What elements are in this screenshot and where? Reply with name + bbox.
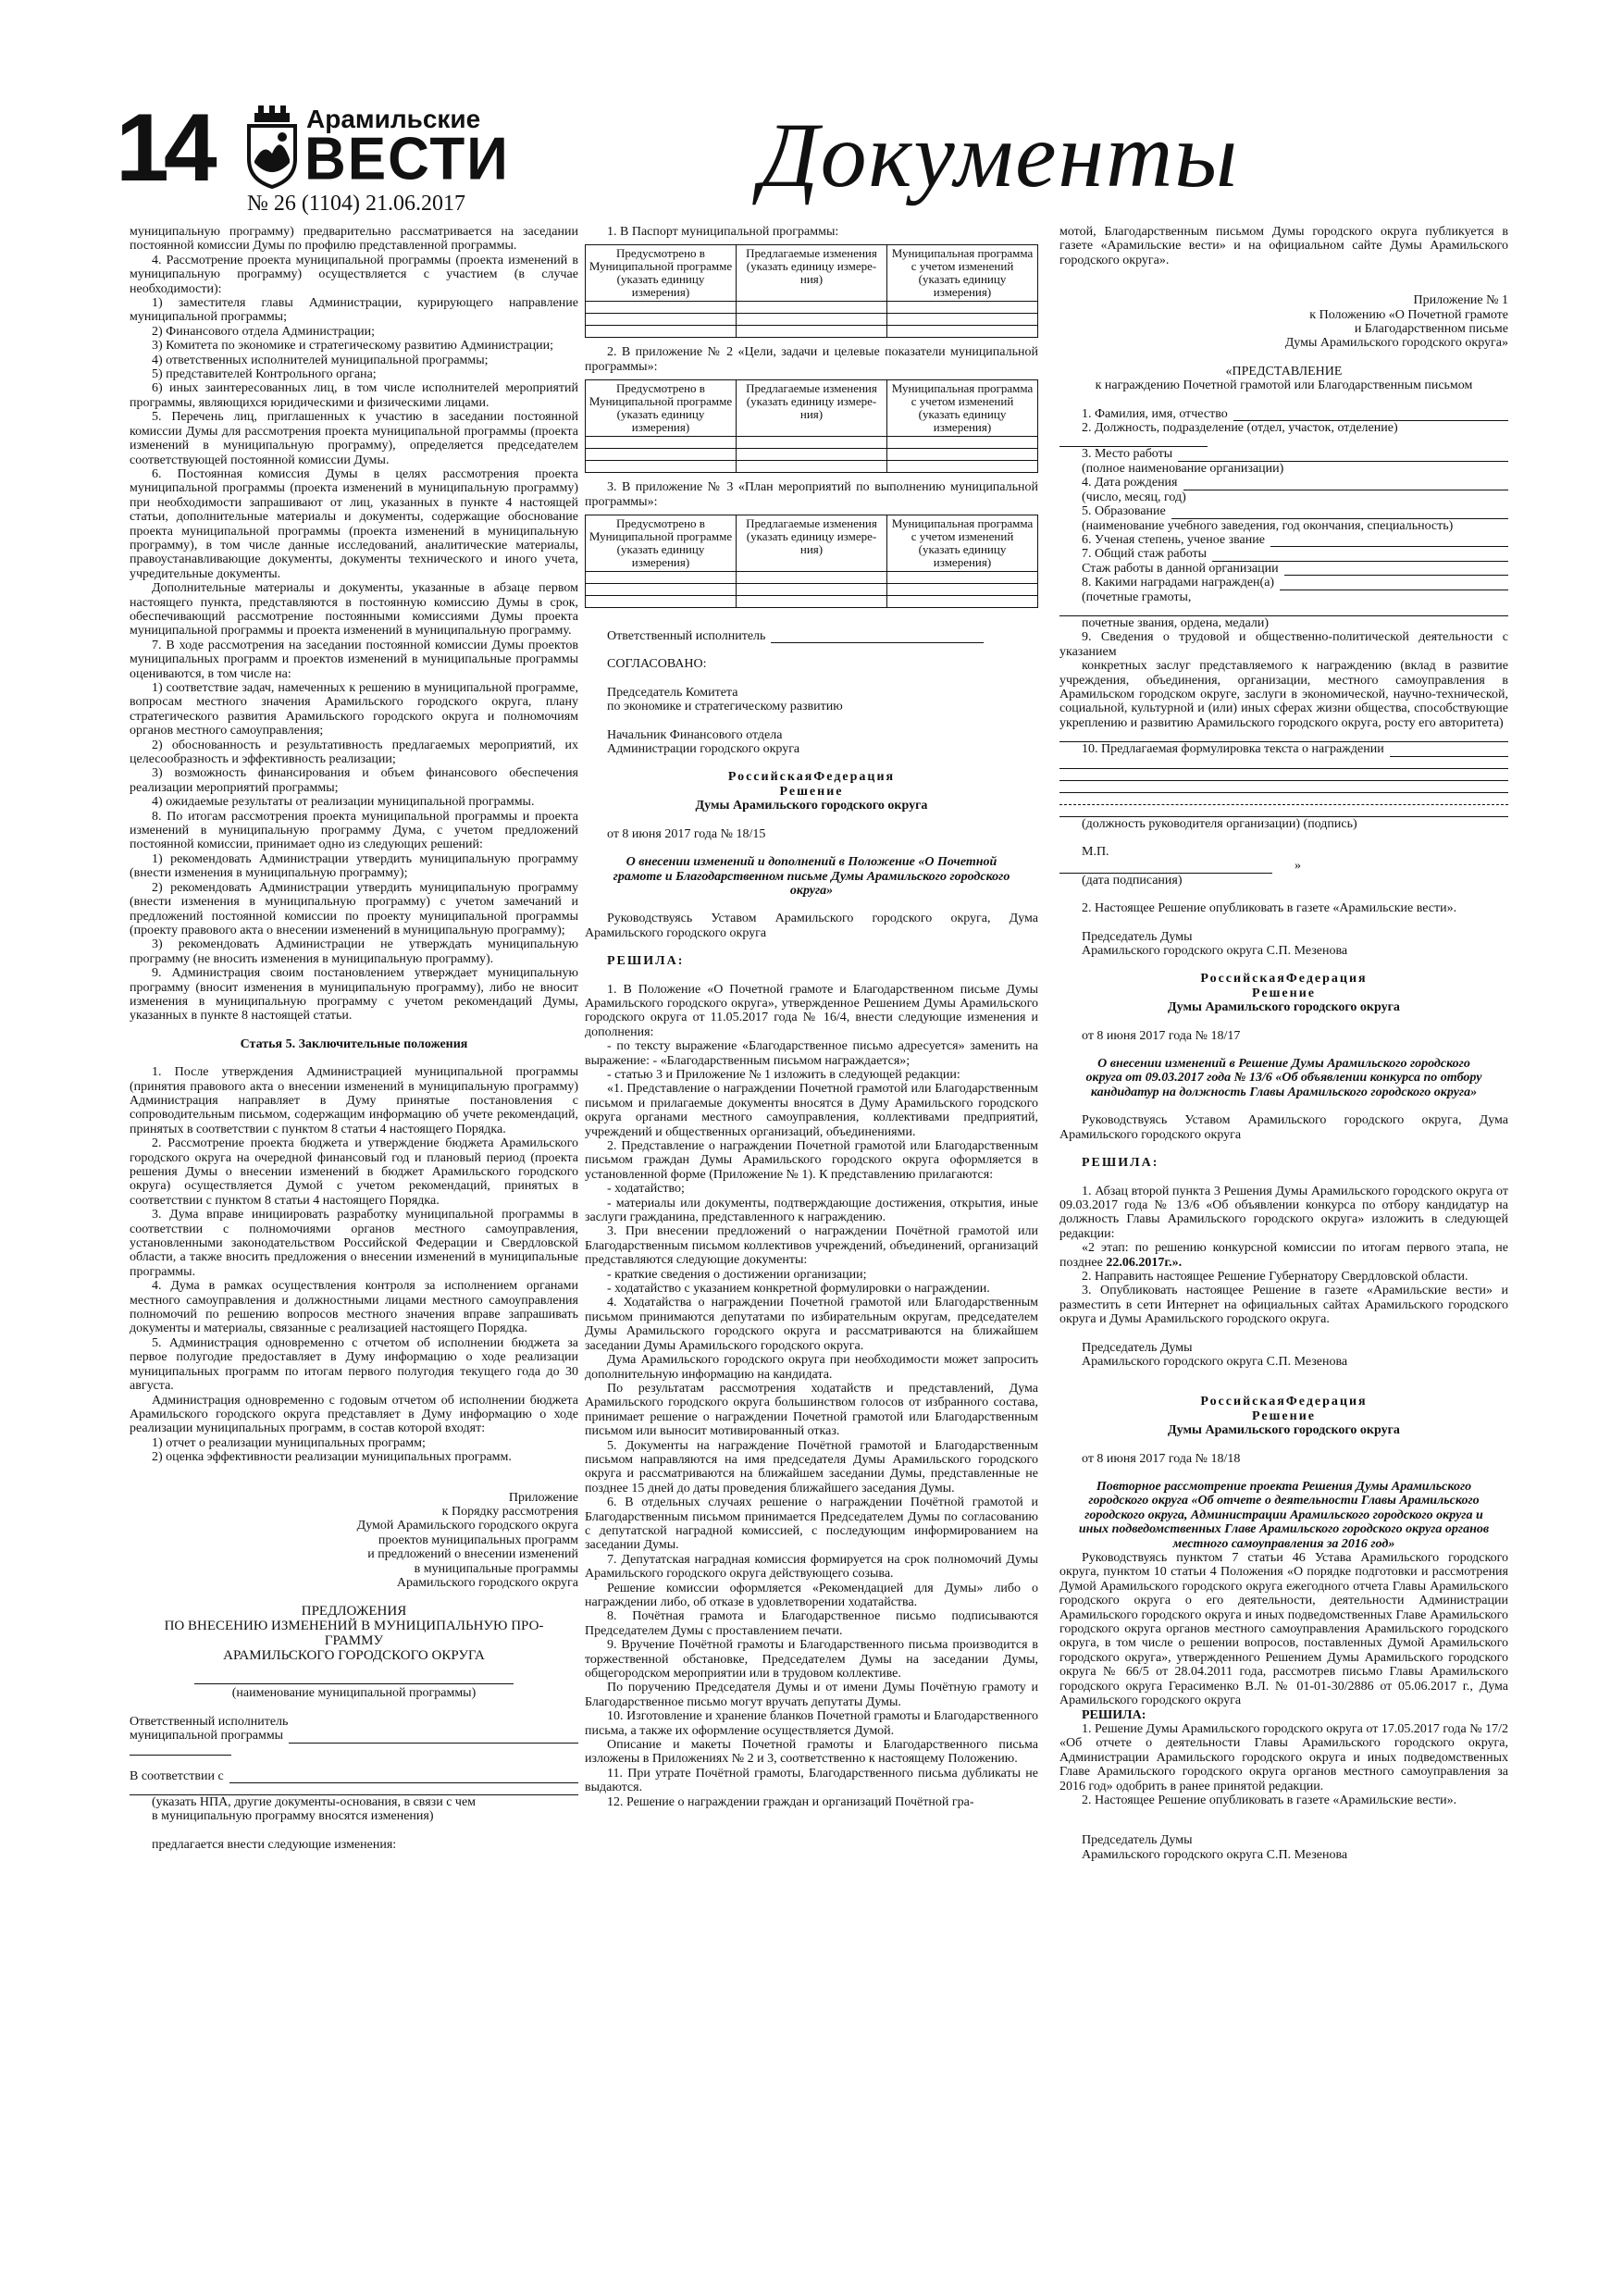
- decision-header: РоссийскаяФедерация: [1200, 972, 1368, 987]
- resolved-label: РЕШИЛА:: [1082, 1707, 1146, 1722]
- table-caption: 2. В приложение № 2 «Цели, задачи и целевые показатели муниципальной программы»:: [585, 345, 1038, 374]
- caption: (почетные грамоты,: [1082, 590, 1192, 604]
- paragraph: Дополнительные материалы и документы, указанные в абзаце первом настоящего пункта, представляются в постоянную комиссию Думы в срок, обеспечивающий рассмотрение постоянными комиссиями Думы проекта муниципальной программы и проекта изменений в муниципальную программу.: [130, 581, 578, 639]
- resolved-label: РЕШИЛА:: [607, 954, 685, 969]
- paragraph: 3. Опубликовать настоящее Решение в газете «Арамильские вести» и разместить в сети Интернет на официальных сайтах Арамильского городского округа и Думы Арамильского городского округа.: [1059, 1284, 1508, 1327]
- paragraph: 9. Администрация своим постановлением утверждает муниципальную программу (вносит изменения в муниципальную программу), либо не вносит изменения в муниципальную программу с учетом рекомендаций Думы, указанных в пункте 8 настоящей статьи.: [130, 966, 578, 1024]
- decision-issuer: Думы Арамильского городского округа: [1168, 1423, 1400, 1438]
- form-row: [1059, 533, 1508, 547]
- proposal-title-line: АРАМИЛЬСКОГО ГОРОДСКОГО ОКРУГА: [223, 1648, 485, 1664]
- preamble: Руководствуясь пунктом 7 статьи 46 Устава Арамильского городского округа, пунктом 10 статьи 4 Положения «О порядке подготовки и рассмотрения Думой Арамильского городского округа ежегодного отчета Главы Арамильского городского округа о его деятельности, деятельности Администрации Арамильского городского округа и иных подведомственных Главе Арамильского городского округа органов местного самоуправления Арамильского городского округа, в том числе о решении вопросов, поставленных Думой Арамильского городского округа», утвержденного Решением Думы Арамильского городского округа № 66/5 от 28.04.2011 года, рассмотрев письмо Главы Арамильского городского округа Герасименко В.Л. № 01-01-30/2886 от 05.06.2017 г., Дума Арамильского городского округа: [1059, 1551, 1508, 1708]
- paragraph: 1) соответствие задач, намеченных к решению в муниципальной программе, вопросам местного значения Арамильского городского округа, плану стратегического развития Арамильского городского округа и полномочиям органов местного самоуправления;: [130, 681, 578, 738]
- paragraph: 2) оценка эффективности реализации муниципальных программ.: [152, 1450, 512, 1465]
- paragraph: 2. Представление о награждении Почетной грамотой или Благодарственным письмом граждан Думы Арамильского городского округа оформляется в установленной форме (Приложение № 1). К представлению прилагаются:: [585, 1139, 1038, 1182]
- form-row: [1059, 476, 1508, 490]
- paragraph: 7. В ходе рассмотрения на заседании постоянной комиссии Думы проектов муниципальных программ и проектов изменений в муниципальные программы оцениваются, в том числе на:: [130, 638, 578, 681]
- table-header: Предлагаемые изменения (указать единицу измере-ния): [737, 245, 887, 302]
- paragraph: 1. После утверждения Администрацией муниципальной программы (принятия правового акта о внесении изменений в муниципальную программу) Администрация направляет в Думу принятые постановления с сопроводительным письмом, содержащим информацию об учете рекомендаций, принятых в соответствии с пунктом 8 статьи 4 настоящего Порядка.: [130, 1065, 578, 1136]
- paragraph: 5. Документы на награждение Почётной грамотой и Благодарственным письмом направляются на имя председателя Думы Арамильского городского округа и рассматриваются на ближайшем заседании Думы, представленные не позднее 15 дней до даты проведения ближайшего заседания Думы.: [585, 1438, 1038, 1496]
- paragraph: По поручению Председателя Думы и от имени Думы Почётную грамоту и Благодарственное письмо могут вручать депутаты Думы.: [585, 1681, 1038, 1709]
- form-label: 8. Какими наградами награжден(а): [1082, 576, 1275, 590]
- appendix-line: Думы Арамильского городского округа»: [1284, 336, 1508, 351]
- form-row: [1059, 447, 1508, 461]
- paragraph: 2. Рассмотрение проекта бюджета и утверждение бюджета Арамильского городского округа на очередной финансовый год и плановый период (проекта решения Думы о внесении изменений в бюджет Арамильского городского округа) осуществляется Думой с учетом рекомендаций, принятых в соответствии с пунктом 8 статьи 4 настоящего Порядка.: [130, 1136, 578, 1208]
- form-row: [1059, 576, 1508, 590]
- paragraph: - краткие сведения о достижении организации;: [607, 1267, 867, 1282]
- form-row: [1059, 742, 1508, 756]
- form-label: 10. Предлагаемая формулировка текста о награждении: [1082, 742, 1384, 757]
- paragraph: 7. Депутатская наградная комиссия формируется на срок полномочий Думы Арамильского городского округа действующего созыва.: [585, 1552, 1038, 1582]
- form-row: [1059, 562, 1508, 576]
- paragraph: 1. В Положение «О Почетной грамоте и Благодарственном письме Думы Арамильского городского округа», утвержденное Решением Думы Арамильского городского округа от 11.05.2017 года № 16/4, внести следующие изменения и дополнения:: [585, 982, 1038, 1039]
- decision-date: от 8 июня 2017 года № 18/18: [1082, 1451, 1241, 1466]
- issue-number: № 26 (1104) 21.06.2017: [247, 192, 465, 216]
- signatory: Председатель Думы: [1082, 1833, 1193, 1848]
- form-label: 1. Фамилия, имя, отчество: [1082, 406, 1228, 421]
- paragraph: 5. Администрация одновременно с отчетом об исполнении бюджета за первое полугодие предоставляет в Думу информацию о ходе реализации муниципальных программ по итогам первого полугодия текущего года до 30 августа.: [130, 1335, 578, 1394]
- page-number: 14: [116, 94, 212, 202]
- preamble: Руководствуясь Уставом Арамильского городского округа, Дума Арамильского городского округа: [1059, 1113, 1508, 1142]
- appendix-line: проектов муниципальных программ: [378, 1533, 578, 1547]
- paragraph: 12. Решение о награждении граждан и организаций Почётной гра-: [607, 1794, 974, 1809]
- paragraph: 2. Настоящее Решение опубликовать в газете «Арамильские вести».: [1082, 901, 1457, 916]
- paper-name-top: Арамильские: [306, 105, 481, 133]
- appendix-line: и Благодарственном письме: [1354, 322, 1508, 337]
- quote-text: «2 этап: по решению конкурсной комиссии по итогам первого этапа, не позднее: [1059, 1241, 1508, 1270]
- decision-date: от 8 июня 2017 года № 18/17: [1082, 1028, 1241, 1043]
- deadline-date: 22.06.2017г.».: [1106, 1255, 1183, 1270]
- appendix-line: Приложение № 1: [1413, 293, 1508, 308]
- paragraph: конкретных заслуг представляемого к награждению (вклад в развитие учреждения, объединения, организации, местного самоуправления в Арамильском городском округе, заслуги в экономической, научно-технической, социальной, культурной и (или) иных сферах жизни общества, способствующие укреплению и развитию Арамильского городского округа, росту его авторитета): [1059, 659, 1508, 730]
- signatory: по экономике и стратегическому развитию: [607, 700, 843, 714]
- paragraph: 8. Почётная грамота и Благодарственное письмо подписываются Председателем Думы с проставлением печати.: [585, 1609, 1038, 1638]
- decision-word: Решение: [1252, 986, 1316, 1000]
- proposal-title-line: ПРЕДЛОЖЕНИЯ: [301, 1604, 407, 1620]
- form-subtitle: к награждению Почетной грамотой или Благодарственным письмом: [1095, 379, 1473, 393]
- appendix-line: Арамильского городского округа: [396, 1575, 578, 1590]
- paragraph: 1. Абзац второй пункта 3 Решения Думы Арамильского городского округа от 09.03.2017 года № 13/6 «Об объявлении конкурса по отбору кандидатур на должность Главы Арамильского городского округа» изложить в следующей редакции:: [1059, 1184, 1508, 1241]
- form-label: муниципальной программы: [130, 1729, 284, 1744]
- decision-header: РоссийскаяФедерация: [1200, 1395, 1368, 1409]
- decision-title: О внесении изменений и дополнений в Положение «О Почетной грамоте и Благодарственном письме Думы Арамильского городского округа»: [613, 855, 1010, 898]
- form-row: [1059, 407, 1508, 421]
- coat-of-arms-icon: [245, 105, 299, 189]
- paragraph: 2) Финансового отдела Администрации;: [152, 324, 375, 339]
- caption: в муниципальную программу вносятся изменения): [152, 1809, 434, 1824]
- signatory: Арамильского городского округа С.П. Мезенова: [1082, 1354, 1348, 1369]
- paragraph: 4) ожидаемые результаты от реализации муниципальной программы.: [152, 795, 535, 810]
- paragraph: [1059, 1241, 1508, 1270]
- form-label: 9. Сведения о трудовой и общественно-политической деятельности с указанием: [1059, 630, 1508, 659]
- paragraph: 3) рекомендовать Администрации не утверждать муниципальную программу (не вносить изменения в муниципальную программу).: [130, 937, 578, 966]
- form-title: «ПРЕДСТАВЛЕНИЕ: [1225, 364, 1343, 379]
- column-2: [585, 225, 1038, 2252]
- proposal-title-line: ГРАММУ: [324, 1633, 384, 1649]
- form-row: [585, 629, 1038, 643]
- paragraph: 3. При внесении предложений о награждении Почётной грамотой или Благодарственным письмом коллективов учреждений, объединений, организаций представляются следующие документы:: [585, 1224, 1038, 1268]
- appendix-line: к Положению «О Почетной грамоте: [1309, 307, 1508, 322]
- form-row: [130, 1769, 578, 1783]
- proposal-title-line: ПО ВНЕСЕНИЮ ИЗМЕНЕНИЙ В МУНИЦИПАЛЬНУЮ ПРО-: [164, 1619, 544, 1634]
- form-row: [1059, 504, 1508, 518]
- decision-date: от 8 июня 2017 года № 18/15: [607, 826, 766, 841]
- paragraph: Дума Арамильского городского округа при необходимости может запросить дополнительную информацию на кандидата.: [585, 1353, 1038, 1382]
- paragraph: - по тексту выражение «Благодарственное письмо адресуется» заменить на выражение: - «Благодарственным письмом награждается»;: [585, 1039, 1038, 1068]
- form-label: 5. Образование: [1082, 504, 1166, 519]
- paragraph: 2. Направить настоящее Решение Губернатору Свердловской области.: [1082, 1269, 1468, 1284]
- paragraph: 8. По итогам рассмотрения проекта муниципальной программы и проекта изменений в муниципальную программу Дума, с учетом предложений постоянной комиссии, принимает одно из следующих решений:: [130, 809, 578, 852]
- table-header: Предусмотрено в Муниципальной программе (указать единицу измерения): [586, 245, 737, 302]
- form-row: [1059, 859, 1508, 873]
- paragraph: 3. Дума вправе инициировать разработку муниципальной программы в соответствии с полномочиями органов местного самоуправления, установленными законодательством Российской Федерации и Свердловской области, а также вносить предложения о внесении изменений в муниципальные программы.: [130, 1208, 578, 1279]
- paragraph: 1. Решение Думы Арамильского городского округа от 17.05.2017 года № 17/2 «Об отчете о деятельности Главы Арамильского городского округа, Администрации Арамильского городского округа и иных подведомственных Главе Арамильского городского округа органов местного самоуправления за 2016 год» одобрить в ранее принятой редакции.: [1059, 1721, 1508, 1793]
- stamp-label: М.П.: [1082, 845, 1109, 859]
- paragraph: мотой, Благодарственным письмом Думы городского округа публикуется в газете «Арамильские вести» и на официальном сайте Думы Арамильского городского округа».: [1059, 225, 1508, 267]
- caption: почетные звания, ордена, медали): [1082, 615, 1270, 630]
- table-header: Муниципальная программа с учетом изменений (указать единицу измерения): [887, 245, 1038, 302]
- masthead: [116, 94, 1513, 225]
- table-header: Предлагаемые изменения (указать единицу измере-ния): [737, 515, 887, 572]
- decision-title: Повторное рассмотрение проекта Решения Думы Арамильского городского округа «Об отчете о деятельности Главы Арамильского городского округа, Администрации Арамильского городского округа и иных подведомственных Главе Арамильского городского округа органов местного самоуправления за 2016 год»: [1078, 1480, 1490, 1551]
- caption: (наименование учебного заведения, год окончания, специальность): [1082, 518, 1454, 533]
- paragraph: - ходатайство с указанием конкретной формулировки о награждении.: [607, 1282, 990, 1297]
- paragraph: 9. Вручение Почётной грамоты и Благодарственного письма производится в торжественной обстановке, Председателем Думы на заседании Думы, общегородском мероприятии или в трудовом коллективе.: [585, 1638, 1038, 1682]
- decision-word: Решение: [779, 784, 844, 799]
- paragraph: Решение комиссии оформляется «Рекомендацией для Думы» либо о награждении либо, об отказе в удовлетворении ходатайства.: [585, 1581, 1038, 1609]
- paragraph: 4. Рассмотрение проекта муниципальной программы (проекта изменений в муниципальную программу) осуществляется с участием (в случае необходимости):: [130, 253, 578, 296]
- table-caption: 3. В приложение № 3 «План мероприятий по выполнению муниципальной программы»:: [585, 480, 1038, 509]
- paragraph: предлагается внести следующие изменения:: [152, 1837, 397, 1852]
- paragraph: 3) Комитета по экономике и стратегическому развитию Администрации;: [152, 339, 554, 354]
- paragraph: «1. Представление о награждении Почетной грамотой или Благодарственным письмом и прилагаемые документы вносятся в Думу Арамильского городского округа органами местного самоуправления, коллективами предприятий, учреждений и общественных организаций, объединениями.: [585, 1082, 1038, 1139]
- resolved-label: РЕШИЛА:: [1082, 1156, 1159, 1171]
- decision-word: Решение: [1252, 1409, 1316, 1423]
- appendix-line: Думой Арамильского городского округа: [356, 1519, 578, 1533]
- proposal-title: [130, 1604, 578, 1663]
- form-label: В соответствии с: [130, 1769, 224, 1783]
- appendix-header: [1059, 293, 1508, 351]
- changes-table: [585, 515, 1038, 608]
- signatory: Арамильского городского округа С.П. Мезенова: [1082, 1847, 1348, 1862]
- paragraph: муниципальную программу) предварительно рассматривается на заседании постоянной комиссии Думы по профилю представленной программы.: [130, 225, 578, 254]
- paragraph: 1) заместителя главы Администрации, курирующего направление муниципальной программы;: [130, 296, 578, 325]
- paragraph: 4. Ходатайства о награждении Почетной грамотой или Благодарственным письмом принимаются депутатами по избирательным округам, председателем Думы Арамильского городского округа и рассматриваются на ближайшем заседании Думы Арамильского городского округа.: [585, 1296, 1038, 1353]
- appendix-header: [130, 1491, 578, 1591]
- section-title: Документы: [760, 104, 1240, 206]
- paragraph: По результатам рассмотрения ходатайств и представлений, Дума Арамильского городского округа большинством голосов от избранного состава, принимает решение о награждении Почетной грамотой или Благодарственным письмом или выносит мотивированный отказ.: [585, 1381, 1038, 1439]
- appendix-line: Приложение: [508, 1490, 578, 1505]
- appendix-line: к Порядку рассмотрения: [441, 1504, 578, 1519]
- paragraph: 6) иных заинтересованных лиц, в том числе исполнителей мероприятий программы, являющихся юридическими и физическими лицами.: [130, 381, 578, 410]
- paragraph: - ходатайство;: [607, 1182, 685, 1197]
- appendix-line: и предложений о внесении изменений: [367, 1547, 578, 1562]
- signatory: Председатель Комитета: [607, 685, 738, 700]
- decision-issuer: Думы Арамильского городского округа: [1168, 1000, 1400, 1015]
- paragraph: - статью 3 и Приложение № 1 изложить в следующей редакции:: [607, 1067, 960, 1082]
- agreed-label: СОГЛАСОВАНО:: [607, 657, 707, 672]
- paragraph: 6. Постоянная комиссия Думы в целях рассмотрения проекта муниципальной программы (проекта изменений в муниципальную программу) при необходимости запрашивают от лиц, указанных в пункте 4 настоящей статьи, дополнительные материалы и документы, содержащие обоснование проекта муниципальной программы (проекта изменений в муниципальную программу), в том числе данные исследований, аналитические материалы, правоустанавливающие документы, документы технического и иного учета, учредительные документы.: [130, 466, 578, 581]
- paragraph: Администрация одновременно с годовым отчетом об исполнении бюджета Арамильского городского округа представляет в Думу информацию о ходе реализации муниципальных программ, в состав которой входят:: [130, 1393, 578, 1436]
- paragraph: 2) рекомендовать Администрации утвердить муниципальную программу (внести изменения в муниципальную программу) с учетом замечаний и предложений постоянной комиссии по проекту муниципальной программы (проекту правового акта о внесении изменений в муниципальную программу);: [130, 880, 578, 937]
- paragraph: Описание и макеты Почетной грамоты и Благодарственного письма изложены в Приложениях № 2 и 3, соответственно к настоящему Положению.: [585, 1738, 1038, 1767]
- paragraph: 2) обоснованность и результативность предлагаемых мероприятий, их целесообразность и эффективность реализации;: [130, 738, 578, 767]
- form-label: Ответственный исполнитель: [607, 629, 766, 644]
- form-label: Стаж работы в данной организации: [1082, 561, 1279, 576]
- signatory: Администрации городского округа: [607, 742, 800, 757]
- paragraph: 1) отчет о реализации муниципальных программ;: [152, 1435, 426, 1450]
- signatory: Председатель Думы: [1082, 929, 1193, 944]
- table-header: Предлагаемые изменения (указать единицу измере-ния): [737, 380, 887, 437]
- caption: (число, месяц, год): [1082, 490, 1186, 504]
- paragraph: 2. Настоящее Решение опубликовать в газете «Арамильские вести».: [1082, 1793, 1457, 1807]
- caption: (полное наименование организации): [1082, 461, 1284, 476]
- form-row: [1059, 547, 1508, 561]
- paragraph: 5. Перечень лиц, приглашенных к участию в заседании постоянной комиссии Думы для рассмотрения проекта муниципальной программы (проекта изменений в муниципальную программу), определяется председателем соответствующей постоянной комиссии Думы.: [130, 410, 578, 467]
- form-label: 2. Должность, подразделение (отдел, участок, отделение): [1082, 421, 1398, 436]
- signatory: Арамильского городского округа С.П. Мезенова: [1082, 944, 1348, 959]
- paragraph: - материалы или документы, подтверждающие достижения, открытия, иные заслуги гражданина, представленного к награждению.: [585, 1196, 1038, 1225]
- paragraph: 11. При утрате Почётной грамоты, Благодарственного письма дубликаты не выдаются.: [585, 1766, 1038, 1795]
- signatory: Председатель Думы: [1082, 1340, 1193, 1355]
- caption: (дата подписания): [1082, 873, 1183, 887]
- paragraph: 10. Изготовление и хранение бланков Почетной грамоты и Благодарственного письма, а также их оформление осуществляется Думой.: [585, 1709, 1038, 1738]
- table-header: Муниципальная программа с учетом изменений (указать единицу измерения): [887, 515, 1038, 572]
- table-header: Предусмотрено в Муниципальной программе (указать единицу измерения): [586, 380, 737, 437]
- changes-table: [585, 379, 1038, 473]
- paragraph: 1) рекомендовать Администрации утвердить муниципальную программу (внести изменения в муниципальную программу);: [130, 851, 578, 881]
- paragraph: 4) ответственных исполнителей муниципальной программы;: [152, 353, 489, 367]
- form-label: 6. Ученая степень, ученое звание: [1082, 532, 1265, 547]
- article-title: Статья 5. Заключительные положения: [240, 1036, 468, 1051]
- decision-title: О внесении изменений в Решение Думы Арамильского городского округа от 09.03.2017 года № 13/6 «Об объявлении конкурса по отбору кандидатур на должность Главы Арамильского городского округа»: [1085, 1057, 1482, 1099]
- column-3: [1059, 225, 1508, 2178]
- decision-header: РоссийскаяФедерация: [727, 770, 896, 785]
- quote-close: »: [1295, 859, 1301, 874]
- signatory: Начальник Финансового отдела: [607, 727, 783, 742]
- form-label: 3. Место работы: [1082, 447, 1173, 462]
- column-1: [130, 225, 578, 2205]
- paragraph: 5) представителей Контрольного органа;: [152, 367, 377, 382]
- paper-name-main: ВЕСТИ: [304, 125, 510, 193]
- table-header: Муниципальная программа с учетом изменений (указать единицу измерения): [887, 380, 1038, 437]
- paragraph: 3) возможность финансирования и объем финансового обеспечения реализации мероприятий программы;: [130, 766, 578, 795]
- caption: (указать НПА, другие документы-основания, в связи с чем: [152, 1795, 477, 1809]
- changes-table: [585, 244, 1038, 338]
- paragraph: 6. В отдельных случаях решение о награждении Почётной грамотой и Благодарственным письмом принимается Председателем Думы по согласованию с депутатской наградной комиссией, с последующим информированием на заседании Думы.: [585, 1496, 1038, 1553]
- form-label: 4. Дата рождения: [1082, 476, 1178, 490]
- caption: (наименование муниципальной программы): [231, 1686, 477, 1701]
- decision-issuer: Думы Арамильского городского округа: [695, 799, 928, 813]
- table-header: Предусмотрено в Муниципальной программе (указать единицу измерения): [586, 515, 737, 572]
- table-caption: 1. В Паспорт муниципальной программы:: [607, 225, 839, 239]
- preamble: Руководствуясь Уставом Арамильского городского округа, Дума Арамильского городского округа: [585, 912, 1038, 940]
- form-label: Ответственный исполнитель: [130, 1714, 289, 1729]
- form-label: 7. Общий стаж работы: [1082, 547, 1208, 562]
- caption: (должность руководителя организации) (подпись): [1082, 816, 1357, 831]
- paragraph: 4. Дума в рамках осуществления контроля за исполнением органами местного самоуправления и должностными лицами местного самоуправления полномочий по решению вопросов местного значения вправе запрашивать документы и материалы, связанные с реализацией настоящего Порядка.: [130, 1279, 578, 1336]
- appendix-line: в муниципальные программы: [414, 1561, 578, 1576]
- form-row: [130, 1729, 578, 1743]
